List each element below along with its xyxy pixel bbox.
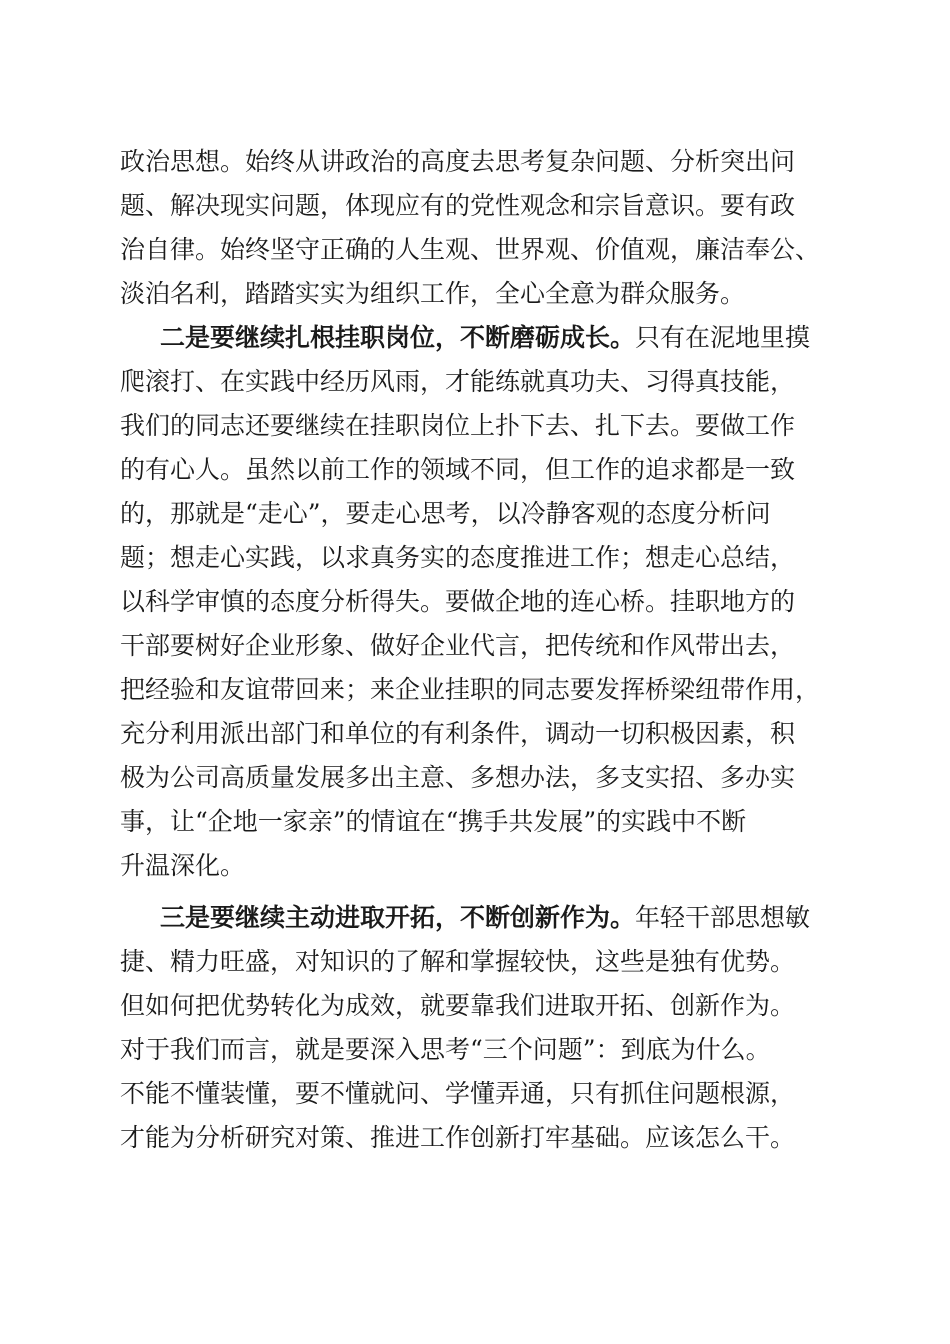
text-line: 干部要树好企业形象、做好企业代言，把传统和作风带出去， — [120, 631, 796, 660]
paragraph-first-line-text: 年轻干部思想敏 — [635, 903, 811, 932]
text-line: 治自律。始终坚守正确的人生观、世界观、价值观，廉洁奉公、 — [120, 235, 821, 264]
text-line: 的有心人。虽然以前工作的领域不同，但工作的追求都是一致 — [120, 455, 796, 484]
text-line: 不能不懂装懂，要不懂就问、学懂弄通，只有抓住问题根源， — [120, 1079, 796, 1108]
paragraph-first-line — [160, 316, 810, 360]
text-line: 升温深化。 — [120, 851, 246, 880]
text-line: 把经验和友谊带回来；来企业挂职的同志要发挥桥梁纽带作用， — [120, 675, 821, 704]
text-line: 事，让“企地一家亲”的情谊在“携手共发展”的实践中不断 — [120, 807, 747, 836]
text-line: 淡泊名利，踏踏实实为组织工作，全心全意为群众服务。 — [120, 279, 746, 308]
paragraph-first-line — [160, 896, 810, 940]
text-line: 题、解决现实问题，体现应有的党性观念和宗旨意识。要有政 — [120, 191, 796, 220]
text-line: 的，那就是“走心”，要走心思考，以冷静客观的态度分析问 — [120, 499, 771, 528]
text-line: 爬滚打、在实践中经历风雨，才能练就真功夫、习得真技能， — [120, 367, 796, 396]
text-line: 政治思想。始终从讲政治的高度去思考复杂问题、分析突出问 — [120, 147, 796, 176]
text-line: 充分利用派出部门和单位的有利条件，调动一切积极因素，积 — [120, 719, 796, 748]
text-line: 以科学审慎的态度分析得失。要做企地的连心桥。挂职地方的 — [120, 587, 796, 616]
text-line: 我们的同志还要继续在挂职岗位上扑下去、扎下去。要做工作 — [120, 411, 796, 440]
text-line: 极为公司高质量发展多出主意、多想办法，多支实招、多办实 — [120, 763, 796, 792]
text-line: 但如何把优势转化为成效，就要靠我们进取开拓、创新作为。 — [120, 991, 796, 1020]
paragraph-heading: 三是要继续主动进取开拓，不断创新作为。 — [160, 903, 636, 932]
text-line: 题；想走心实践，以求真务实的态度推进工作；想走心总结， — [120, 543, 796, 572]
text-line: 才能为分析研究对策、推进工作创新打牢基础。应该怎么干。 — [120, 1123, 796, 1152]
paragraph-heading: 二是要继续扎根挂职岗位，不断磨砺成长。 — [160, 323, 636, 352]
text-line: 捷、精力旺盛，对知识的了解和掌握较快，这些是独有优势。 — [120, 947, 796, 976]
paragraph-first-line-text: 只有在泥地里摸 — [635, 323, 811, 352]
text-line: 对于我们而言，就是要深入思考“三个问题”：到底为什么。 — [120, 1035, 771, 1064]
